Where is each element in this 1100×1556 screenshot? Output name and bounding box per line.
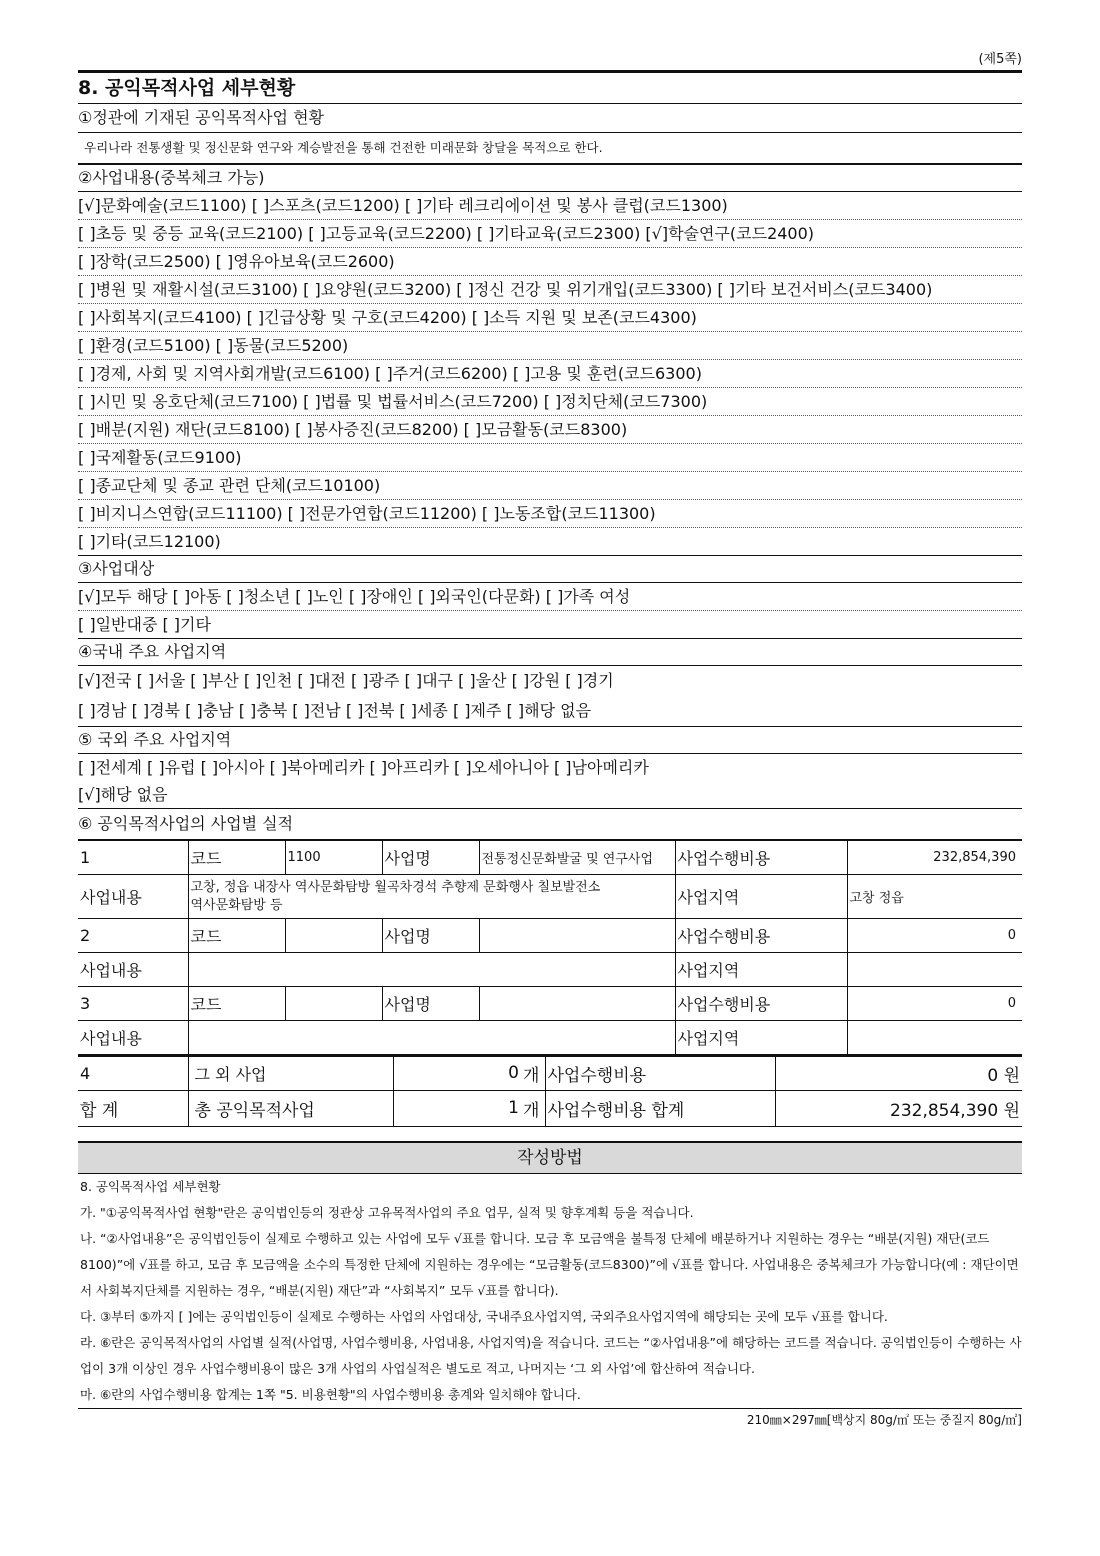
guide-line-2: 가. "①공익목적사업 현황"란은 공익법인등의 정관상 고유목적사업의 주요 업무, 실적 및 향후계획 등을 적습니다. bbox=[80, 1204, 694, 1220]
other-cost[interactable] bbox=[775, 1056, 1022, 1090]
table-row bbox=[78, 841, 1022, 875]
sec2-line-13[interactable]: [ ]기타(코드12100) bbox=[78, 528, 1022, 556]
total-cost-value: 232,854,390 bbox=[890, 1100, 999, 1121]
row2-content-label: 사업내용 bbox=[78, 953, 188, 987]
row1-code[interactable]: 1100 bbox=[285, 841, 382, 875]
guide-line-1: 8. 공익목적사업 세부현황 bbox=[80, 1178, 221, 1194]
row1-name-label: 사업명 bbox=[382, 841, 479, 875]
row1-content-line1: 고창, 정읍 내장사 역사문화탐방 월곡차경석 추향제 문화행사 칠보발전소 bbox=[190, 879, 601, 895]
table-row bbox=[78, 1021, 1022, 1055]
row1-name[interactable]: 전통정신문화발굴 및 연구사업 bbox=[479, 841, 675, 875]
sec5-line-2[interactable]: [√]해당 없음 bbox=[78, 781, 1022, 809]
table-row bbox=[78, 987, 1022, 1021]
sec2-line-4[interactable]: [ ]병원 및 재활시설(코드3100) [ ]요양원(코드3200) [ ]정신 건강 및 위기개입(코드3300) [ ]기타 보건서비스(코드3400) bbox=[78, 276, 1022, 304]
other-row bbox=[78, 1056, 1022, 1090]
guide-body bbox=[78, 1174, 1022, 1409]
table-row bbox=[78, 919, 1022, 953]
row1-content-label: 사업내용 bbox=[78, 875, 188, 919]
sec2-line-9[interactable]: [ ]배분(지원) 재단(코드8100) [ ]봉사증진(코드8200) [ ]모금활동(코드8300) bbox=[78, 416, 1022, 444]
total-label: 합 계 bbox=[78, 1090, 188, 1126]
other-count-unit: 개 bbox=[523, 1056, 545, 1090]
guide-line-4: 다. ③부터 ⑤까지 [ ]에는 공익법인등이 실제로 수행하는 사업의 사업대상, 국내주요사업지역, 국외주요사업지역에 해당되는 곳에 모두 √표를 합니다. bbox=[80, 1308, 888, 1324]
row3-name-label: 사업명 bbox=[382, 987, 479, 1021]
table-row bbox=[78, 953, 1022, 987]
total-cost[interactable] bbox=[775, 1090, 1022, 1126]
performance-table bbox=[78, 840, 1022, 1055]
other-cost-label: 사업수행비용 bbox=[545, 1056, 775, 1090]
paper-spec: 210㎜×297㎜[백상지 80g/㎡ 또는 중질지 80g/㎡] bbox=[746, 1412, 1022, 1427]
sec1-heading: ①정관에 기재된 공익목적사업 현황 bbox=[78, 104, 1022, 133]
sec5-line-1[interactable]: [ ]전세계 [ ]유럽 [ ]아시아 [ ]북아메리카 [ ]아프리카 [ ]오세아니아 [ ]남아메리카 bbox=[78, 758, 649, 777]
row2-no: 2 bbox=[78, 919, 188, 953]
row1-region-label: 사업지역 bbox=[675, 875, 847, 919]
guide-heading: 작성방법 bbox=[78, 1141, 1022, 1174]
row3-cost[interactable]: 0 bbox=[847, 987, 1022, 1021]
row3-content[interactable] bbox=[188, 1021, 675, 1055]
row2-region-label: 사업지역 bbox=[675, 953, 847, 987]
sec2-heading: ②사업내용(중복체크 가능) bbox=[78, 165, 1022, 192]
row2-cost-label: 사업수행비용 bbox=[675, 919, 847, 953]
row2-name[interactable] bbox=[479, 919, 675, 953]
sec2-line-2[interactable]: [ ]초등 및 중등 교육(코드2100) [ ]고등교육(코드2200) [ ]기타교육(코드2300) [√]학술연구(코드2400) bbox=[78, 220, 1022, 248]
row1-code-label: 코드 bbox=[188, 841, 285, 875]
total-cost-label: 사업수행비용 합계 bbox=[545, 1090, 775, 1126]
row2-cost[interactable]: 0 bbox=[847, 919, 1022, 953]
total-row bbox=[78, 1090, 1022, 1126]
sec2-line-10[interactable]: [ ]국제활동(코드9100) bbox=[78, 444, 1022, 472]
sec2-line-3[interactable]: [ ]장학(코드2500) [ ]영유아보육(코드2600) bbox=[78, 248, 1022, 276]
other-cost-value: 0 bbox=[987, 1065, 999, 1086]
other-label: 그 외 사업 bbox=[188, 1056, 393, 1090]
table-row bbox=[78, 875, 1022, 919]
sec5-heading: ⑤ 국외 주요 사업지역 bbox=[78, 727, 1022, 754]
sec2-line-11[interactable]: [ ]종교단체 및 종교 관련 단체(코드10100) bbox=[78, 472, 1022, 500]
other-cost-won: 원 bbox=[1003, 1065, 1020, 1086]
row3-cost-label: 사업수행비용 bbox=[675, 987, 847, 1021]
row1-region[interactable]: 고창 정읍 bbox=[847, 875, 1022, 919]
row2-content[interactable] bbox=[188, 953, 675, 987]
row3-code[interactable] bbox=[285, 987, 382, 1021]
total-count[interactable]: 1 bbox=[393, 1090, 523, 1126]
other-count[interactable]: 0 bbox=[393, 1056, 523, 1090]
row1-cost[interactable]: 232,854,390 bbox=[847, 841, 1022, 875]
sec2-line-7[interactable]: [ ]경제, 사회 및 지역사회개발(코드6100) [ ]주거(코드6200) [ ]고용 및 훈련(코드6300) bbox=[78, 360, 1022, 388]
total-cost-won: 원 bbox=[1003, 1100, 1020, 1121]
sec4-heading: ④국내 주요 사업지역 bbox=[78, 639, 1022, 666]
total-count-unit: 개 bbox=[523, 1090, 545, 1126]
page-title: 8. 공익목적사업 세부현황 bbox=[78, 70, 1022, 104]
summary-table bbox=[78, 1055, 1022, 1127]
row1-content-line2: 역사문화탐방 등 bbox=[190, 897, 283, 913]
form-page bbox=[78, 50, 1022, 1431]
row3-content-label: 사업내용 bbox=[78, 1021, 188, 1055]
other-no: 4 bbox=[78, 1056, 188, 1090]
row2-region[interactable] bbox=[847, 953, 1022, 987]
sec2-line-8[interactable]: [ ]시민 및 옹호단체(코드7100) [ ]법률 및 법률서비스(코드7200) [ ]정치단체(코드7300) bbox=[78, 388, 1022, 416]
sec3-heading: ③사업대상 bbox=[78, 556, 1022, 583]
sec1-purpose-text: 우리나라 전통생활 및 정신문화 연구와 계승발전을 통해 건전한 미래문화 창달을 목적으로 한다. bbox=[78, 133, 1022, 165]
sec2-line-6[interactable]: [ ]환경(코드5100) [ ]동물(코드5200) bbox=[78, 332, 1022, 360]
row3-code-label: 코드 bbox=[188, 987, 285, 1021]
sec2-line-12[interactable]: [ ]비지니스연합(코드11100) [ ]전문가연합(코드11200) [ ]노동조합(코드11300) bbox=[78, 500, 1022, 528]
row1-no: 1 bbox=[78, 841, 188, 875]
guide-line-3: 나. “②사업내용”은 공익법인등이 실제로 수행하고 있는 사업에 모두 √표를 합니다. 모금 후 모금액을 불특정 단체에 배분하거나 지원하는 경우는 “배분(지원) 재단(코드8100)”에 √표를 하고, 모금 후 모금액을 소수의 특정한 단체에 지원하는 경우에는 “모금활동(코드8300)”에 √표를 합니다. 사업내용은 중복체크가 가능합니다(예 : 재단이면서 사회복지단체를 지원하는 경우, “배분(지원) 재단”과 “사회복지” 모두 √표를 합니다). bbox=[80, 1230, 1019, 1298]
row3-region-label: 사업지역 bbox=[675, 1021, 847, 1055]
row3-name[interactable] bbox=[479, 987, 675, 1021]
sec4-line-2[interactable]: [ ]경남 [ ]경북 [ ]충남 [ ]충북 [ ]전남 [ ]전북 [ ]세종 [ ]제주 [ ]해당 없음 bbox=[78, 696, 1022, 727]
sec6-heading: ⑥ 공익목적사업의 사업별 실적 bbox=[78, 809, 1022, 840]
total-desc: 총 공익목적사업 bbox=[188, 1090, 393, 1126]
row2-code-label: 코드 bbox=[188, 919, 285, 953]
row2-name-label: 사업명 bbox=[382, 919, 479, 953]
row2-code[interactable] bbox=[285, 919, 382, 953]
sec4-line-1[interactable]: [√]전국 [ ]서울 [ ]부산 [ ]인천 [ ]대전 [ ]광주 [ ]대구 [ ]울산 [ ]강원 [ ]경기 bbox=[78, 671, 614, 690]
sec2-line-5[interactable]: [ ]사회복지(코드4100) [ ]긴급상황 및 구호(코드4200) [ ]소득 지원 및 보존(코드4300) bbox=[78, 304, 1022, 332]
row3-no: 3 bbox=[78, 987, 188, 1021]
guide-line-6: 마. ⑥란의 사업수행비용 합계는 1쪽 "5. 비용현황"의 사업수행비용 총계와 일치해야 합니다. bbox=[80, 1386, 581, 1402]
sec3-line-1[interactable]: [√]모두 해당 [ ]아동 [ ]청소년 [ ]노인 [ ]장애인 [ ]외국인(다문화) [ ]가족 여성 bbox=[78, 583, 1022, 611]
page-number: (제5쪽) bbox=[978, 52, 1022, 67]
sec3-line-2[interactable]: [ ]일반대중 [ ]기타 bbox=[78, 611, 1022, 639]
guide-line-5: 라. ⑥란은 공익목적사업의 사업별 실적(사업명, 사업수행비용, 사업내용, 사업지역)을 적습니다. 코드는 “②사업내용”에 해당하는 코드를 적습니다. 공익법인등이 수행하는 사업이 3개 이상인 경우 사업수행비용이 많은 3개 사업의 사업실적은 별도로 적고, 나머지는 ‘그 외 사업’에 합산하여 적습니다. bbox=[80, 1334, 1022, 1376]
row3-region[interactable] bbox=[847, 1021, 1022, 1055]
row1-cost-label: 사업수행비용 bbox=[675, 841, 847, 875]
row1-content[interactable] bbox=[188, 875, 675, 919]
sec2-line-1[interactable]: [√]문화예술(코드1100) [ ]스포츠(코드1200) [ ]기타 레크리에이션 및 봉사 클럽(코드1300) bbox=[78, 192, 1022, 220]
